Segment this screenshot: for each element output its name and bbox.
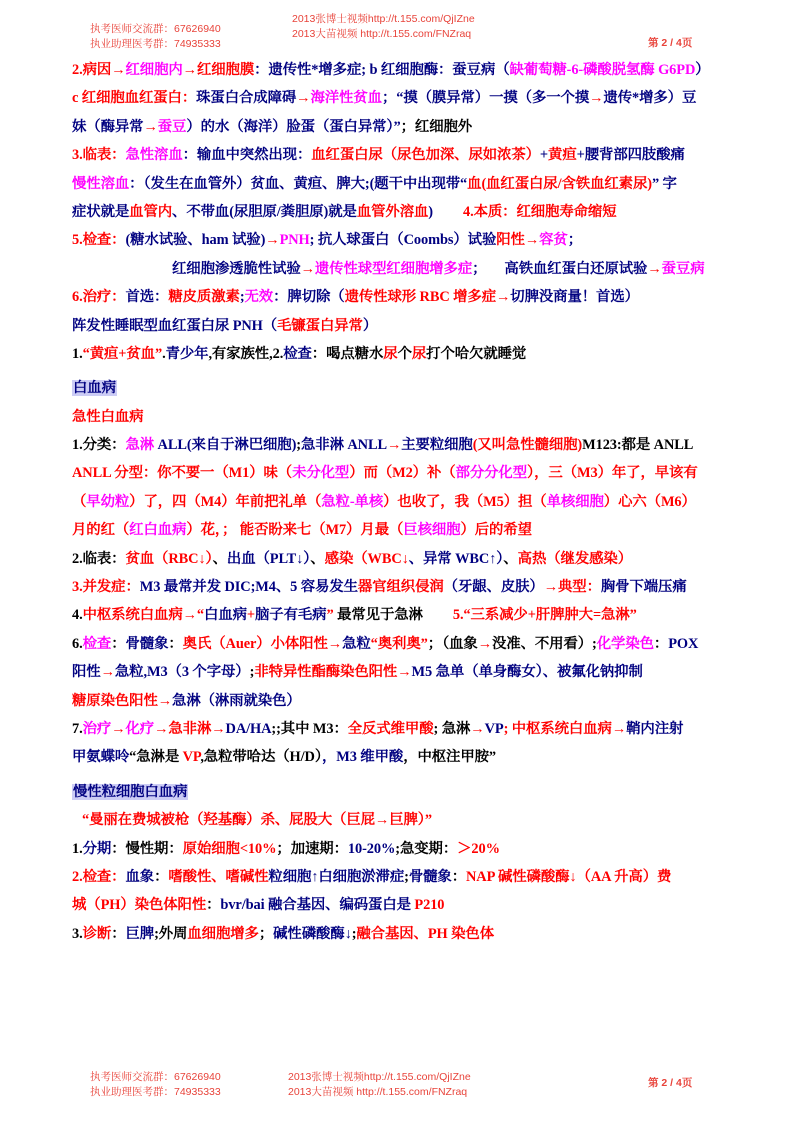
- l26-eosinophil-basophil: 嗜酸性、嗜碱性: [168, 868, 269, 885]
- l16-sep-1: 、: [212, 550, 227, 567]
- l5-char: 字: [659, 175, 677, 192]
- l11-sugar-water: ：喝点糖水: [311, 345, 384, 362]
- l5-stem-note: (题干中出现带: [369, 175, 461, 192]
- l7-hemolytic-anemia: 容贫: [539, 232, 568, 249]
- l25-chronic-phase: ：慢性期：: [111, 840, 183, 857]
- l16-clinical-label: 2.临表：: [72, 550, 126, 567]
- l2-mnemonic-part2: 遗传*增多）豆: [603, 90, 697, 107]
- l18-three-lineage: 5.“三系减少+肝脾肿大=急淋”: [452, 607, 637, 624]
- l18-cns-leukemia: 中枢系统白血病: [82, 607, 183, 624]
- heading-cml-text: 慢性粒细胞白血病: [73, 783, 188, 800]
- header-page-number: 第 2 / 4页: [648, 37, 693, 49]
- l16-bleeding: 出血（PLT↓）: [226, 550, 311, 567]
- body-line-6: [72, 198, 726, 226]
- l12-arrow: →: [386, 437, 402, 454]
- page-footer: [0, 1062, 793, 1108]
- l1-cause-label: 2.病因: [72, 62, 112, 78]
- l26-leukostasis: 粒细胞↑白细胞淤滞症: [268, 868, 405, 885]
- l2-hemoglobin-label: c 红细胞血红蛋白：: [72, 90, 197, 107]
- footer-page-number: 第 2 / 4页: [648, 1077, 693, 1089]
- l9-glucocorticoid: 糖皮质激素: [168, 289, 240, 306]
- l18-brain-problem: 脑子有毛病: [255, 607, 327, 624]
- l4-clinical-label: 3.临表：: [72, 147, 126, 164]
- l7-arrow-2: →: [524, 232, 540, 249]
- l19-not-accurate: 没准、不用看）;: [492, 635, 597, 652]
- l5-extravascular: ：（发生在血管外）贫血、黄疸、脾大;: [129, 175, 370, 192]
- l16-high-fever: 高热（继发感染）: [517, 550, 632, 567]
- l7-arrow-1: →: [265, 232, 280, 249]
- l20-aml-m3: 急粒,M3（3 个字母）: [114, 664, 250, 681]
- l20-arrow-2: →: [397, 664, 412, 681]
- body-line-13: [72, 459, 726, 487]
- footer-video-link-1: 2013张博士视频http://t.155.com/QjIZne: [288, 1071, 471, 1083]
- body-line-1: [72, 56, 726, 84]
- l5-chronic-hemolysis: 慢性溶血: [72, 175, 130, 192]
- l8-favism: 蚕豆病: [661, 260, 705, 277]
- l11-youth: 青少年: [165, 345, 209, 362]
- l14-monocyte: 单核细胞: [546, 493, 604, 510]
- l16-infection: 感染（WBC↓: [324, 550, 409, 567]
- l19-arrow-2: →: [477, 635, 492, 652]
- l9-arrow: →: [495, 289, 511, 306]
- l18-plus: +: [246, 607, 256, 624]
- l17-gums-skin: （牙龈、皮肤）: [443, 579, 544, 596]
- l9-no-negotiation: 切脾没商量！首选: [510, 289, 625, 306]
- l22-anll: 急非淋: [168, 720, 212, 737]
- l28-diagnosis-label: 诊断: [82, 925, 112, 942]
- l12-classification-label: 1.分类：: [72, 437, 126, 454]
- l12-m123: M123:都是 ANLL: [582, 437, 694, 454]
- l11-ge: 个: [397, 345, 412, 362]
- l22-number: 7.: [72, 720, 83, 737]
- l17-m3-dic: M3 最常并发 DIC;M4、5 容易发生: [139, 579, 358, 596]
- l8-methemoglobin-test: 高铁血红蛋白还原试验: [504, 260, 648, 277]
- l15-text-a: 月的红（: [72, 522, 130, 539]
- l17-organ-infiltration: 器官组织侵润: [357, 579, 444, 596]
- l22-arrow-5: →: [611, 720, 627, 737]
- body-line-15: [72, 516, 726, 544]
- l19-aml: 急粒: [342, 635, 371, 652]
- l9-treatment-label: 6.治疗：: [72, 289, 126, 306]
- l21-arrow: →: [157, 692, 173, 709]
- l4-acute-hemolysis: 急性溶血: [125, 147, 183, 164]
- l6-urobilinogen: 、不带血(尿胆原/粪胆原)就是: [172, 203, 357, 220]
- l19-number: 6.: [72, 635, 83, 652]
- l3-rbc-outer: ；红细胞外: [400, 118, 473, 135]
- l17-typical-label: 典型：: [558, 579, 601, 596]
- l23-methotrexate: 甲氨蝶呤: [72, 749, 130, 766]
- l19-arrow-1: →: [327, 635, 343, 652]
- l5-quote-open: “: [460, 175, 468, 192]
- l21-all-rain: 急淋（淋雨就染色）: [172, 692, 301, 709]
- l22-arrow-2: →: [154, 720, 169, 737]
- header-contact-block: [90, 22, 221, 52]
- l19-colon-3: ：: [653, 635, 669, 652]
- l1-g6pd: 缺葡萄糖-6-磷酸脱氢酶 G6PD: [509, 62, 696, 78]
- l11-dot: .: [162, 345, 166, 362]
- l2-arrow-2: →: [589, 90, 604, 107]
- l11-yawn-sleep: 打个哈欠就睡觉: [426, 345, 527, 362]
- l10-pnh-title: 阵发性睡眠型血红蛋白尿 PNH: [72, 317, 263, 334]
- l9-hereditary-spherocytic: 遗传性球形 RBC 增多症: [344, 289, 496, 306]
- l4-plus-1: +: [539, 147, 549, 164]
- l2-thalassemia: 海洋性贫血: [310, 90, 382, 107]
- l11-urine-1: 尿: [383, 345, 398, 362]
- l15-erythroleukemia: 红白血病: [129, 522, 187, 539]
- l3-mnemonic-part4: ）的水（海洋）脸蛋（蛋白异常）”: [186, 118, 401, 135]
- body-line-22: [72, 715, 726, 743]
- l1-rbc-membrane: 红细胞膜: [196, 62, 255, 78]
- heading-acute-leukemia-text: 急性白血病: [72, 408, 144, 425]
- l22-m3-label: ;;其中 M3：: [271, 720, 348, 737]
- body-line-14: [72, 488, 726, 516]
- l22-treatment-label: 治疗: [82, 720, 112, 737]
- l8-osmotic-fragility: 红细胞渗透脆性试验: [172, 260, 301, 277]
- l3-arrow: →: [143, 118, 158, 135]
- l27-colon: ：: [206, 897, 221, 914]
- l6-symptom-label: 症状就是: [72, 203, 130, 220]
- header-qq-group-2: 执业助理医考群：74935333: [90, 38, 221, 51]
- l1-rbc-inner: 红细胞内: [125, 62, 183, 78]
- l4-hemoglobinuria: 血红蛋白尿（尿色加深、尿如浓茶）: [311, 147, 540, 164]
- l17-sternum-pain: 胸骨下端压痛: [600, 579, 687, 596]
- l11-family-history: ,有家族性,2.: [208, 345, 284, 362]
- l12-anll-label: 急非淋 ANLL: [300, 437, 387, 454]
- l25-staging-label: 分期: [82, 840, 112, 857]
- body-line-19: [72, 630, 726, 658]
- l27-ph-chromosome: 城（PH）染色体阳性: [72, 897, 207, 914]
- footer-contact-block: [90, 1070, 221, 1100]
- l16-abnormal-wbc: 、异常 WBC↑）: [408, 550, 504, 567]
- l15-megakaryocyte: 巨核细胞: [403, 522, 461, 539]
- l26-colon-2: ：: [451, 868, 466, 885]
- l16-sep-2: 、: [310, 550, 325, 567]
- l19-auer-body: 奥氏（Auer）小体阳性: [182, 635, 328, 652]
- l20-semicolon: ;: [249, 664, 255, 681]
- l23-vp: VP: [182, 749, 201, 766]
- l26-blood-smear: 血象: [125, 868, 155, 885]
- l26-bone-marrow: 骨髓象: [408, 868, 452, 885]
- l14-m4-text: ）了，四（M4）年前把礼单（: [129, 493, 322, 510]
- heading-acute-leukemia: [72, 403, 726, 431]
- l7-pnh: PNH: [279, 232, 310, 249]
- l26-semicolon: ;: [404, 868, 409, 885]
- body-line-20: [72, 658, 726, 686]
- l22-arrow-3: →: [211, 720, 226, 737]
- l1-paren-close: ）: [695, 62, 710, 78]
- body-line-12: [72, 431, 726, 459]
- l12-semicolon: ;: [296, 437, 301, 454]
- footer-video-links: [288, 1070, 471, 1100]
- l26-exam-label: 2.检查：: [72, 868, 126, 885]
- l7-coombs: ; 抗人球蛋白（Coombs）试验: [309, 232, 497, 249]
- l9-semicolon: ;: [239, 289, 245, 306]
- body-line-23: [72, 743, 726, 771]
- l19-pox: POX: [668, 635, 699, 652]
- body-line-21: [72, 687, 726, 715]
- l19-exam-label: 检查: [82, 635, 112, 652]
- l9-first-choice: 首选：: [125, 289, 169, 306]
- l10-paren-close: ）: [362, 317, 378, 334]
- l9-paren-close: ）: [624, 289, 639, 306]
- l9-ineffective: 无效: [244, 289, 274, 306]
- l15-text-b: ）花，； 能否盼来七（M7）月最（: [186, 522, 404, 539]
- header-qq-group-1: 执考医师交流群：67626940: [90, 23, 221, 35]
- l23-mnemonic-a: “急淋是: [129, 749, 183, 766]
- l22-arrow-4: →: [470, 720, 485, 737]
- l1-rbc-enzyme: ; b 红细胞酶：蚕豆病: [361, 62, 496, 78]
- l22-all-label: ; 急淋: [433, 720, 471, 737]
- l28-number: 3.: [72, 925, 83, 942]
- l22-intrathecal: 鞘内注射: [626, 720, 684, 737]
- l7-sugar-ham-test: (糖水试验、ham 试验): [125, 232, 266, 249]
- body-line-27: [72, 891, 726, 919]
- header-video-links: [292, 12, 475, 42]
- body-line-4: [72, 141, 726, 169]
- l25-blast-crisis-label: ;急变期：: [395, 840, 458, 857]
- l26-nap-alp: NAP 碱性磷酸酶↓（AA 升高）费: [466, 868, 672, 885]
- l12-granulocyte: 主要粒细胞: [401, 437, 473, 454]
- l11-number: 1.: [72, 345, 83, 362]
- l28-semicolon-1: ；: [258, 925, 274, 942]
- l28-semicolon-2: ;: [351, 925, 357, 942]
- l20-nonspecific-esterase: 非特异性酯酶染色阳性: [254, 664, 398, 681]
- l23-mnemonic-b: ,急粒带哈达（H/D）: [200, 749, 322, 766]
- body-line-9: [72, 283, 726, 311]
- l28-colon: ：: [111, 925, 126, 942]
- body-line-24: [72, 806, 726, 834]
- l6-extravascular-hemolysis: 血管外溶血: [356, 203, 429, 220]
- l14-m6-text: ）心六（M6）: [603, 493, 696, 510]
- l6-rbc-lifespan: 红细胞寿命缩短: [516, 203, 617, 220]
- l10-paren-open: （: [262, 317, 278, 334]
- l20-m5-monocytic: M5 急单（单身酶女）、被氟化钠抑制: [411, 664, 643, 681]
- l14-myelomonocytic: 急粒-单核: [321, 493, 384, 510]
- l18-leukemia: 白血病: [204, 607, 247, 624]
- l11-exam-label: 检查: [283, 345, 312, 362]
- l22-vp: VP: [484, 720, 504, 737]
- l27-p210: P210: [414, 897, 445, 914]
- l16-sep-3: 、: [503, 550, 518, 567]
- l6-essence-label: 4.本质：: [463, 203, 517, 220]
- l16-anemia: 贫血（RBC↓）: [125, 550, 213, 567]
- l4-back-limb-pain: 腰背部四肢酸痛: [584, 147, 685, 164]
- body-line-2: [72, 84, 726, 112]
- l28-blood-cell-increase: 血细胞增多: [187, 925, 259, 942]
- l1-paren-open: （: [495, 62, 510, 78]
- l12-all-desc: ALL(来自于淋巴细胞): [154, 437, 297, 454]
- l7-semicolon: ；: [567, 232, 583, 249]
- l13-anll-subtype-a: ANLL 分型：你不要一（M1）味（: [72, 465, 293, 482]
- l22-cns-leukemia: ; 中枢系统白血病: [503, 720, 612, 737]
- body-line-8: [72, 255, 726, 283]
- l5-quote-close: ”: [651, 175, 660, 192]
- l28-splenomegaly: 巨脾: [125, 925, 155, 942]
- l24-cml-mnemonic: “曼丽在费城被枪（羟基酶）杀、屁股大（巨屁→巨脾）”: [82, 812, 432, 829]
- l19-bone-marrow: 骨髓象: [125, 635, 169, 652]
- l4-plus-2: +: [576, 147, 585, 164]
- l7-positive: 阳性: [496, 232, 525, 249]
- l19-colon-2: ：: [168, 635, 183, 652]
- l10-protein-abnormal: 毛镰蛋白异常: [277, 317, 363, 334]
- l25-blast-under-10: 原始细胞<10%: [182, 840, 277, 857]
- l12-myeloid: (又叫急性髓细胞): [472, 437, 583, 454]
- l17-arrow: →: [543, 579, 558, 596]
- l1-arrow-2: →: [182, 62, 197, 78]
- l19-oreo: “奥利奥”: [370, 635, 428, 652]
- body-line-5: [72, 170, 726, 198]
- l8-arrow-1: →: [300, 260, 315, 277]
- body-line-11: [72, 340, 726, 368]
- l18-number: 4.: [72, 607, 83, 624]
- l8-semicolon: ；: [472, 260, 487, 277]
- l22-arrow-1: →: [111, 720, 126, 737]
- footer-qq-group-2: 执业助理医考群：74935333: [90, 1086, 221, 1099]
- l6-paren-close: ): [428, 203, 433, 220]
- l26-colon-1: ：: [154, 868, 169, 885]
- body-line-16: [72, 545, 726, 573]
- l1-arrow-1: →: [111, 62, 126, 78]
- l12-all-label: 急淋: [125, 437, 155, 454]
- body-line-25: [72, 835, 726, 863]
- l11-urine-2: 尿: [411, 345, 427, 362]
- l17-complication-label: 3.并发症：: [72, 579, 140, 596]
- l2-globin-defect: 珠蛋白合成障碍: [196, 90, 297, 107]
- l3-fava-bean: 蚕豆: [157, 118, 187, 135]
- body-line-18: [72, 601, 726, 629]
- footer-video-link-2: 2013大苗视频 http://t.155.com/FNZraq: [288, 1086, 468, 1099]
- body-line-28: [72, 920, 726, 948]
- l22-chemotherapy: 化疗: [125, 720, 155, 737]
- l19-blood-smear: ；（血象: [427, 635, 478, 652]
- body-line-10: [72, 312, 726, 340]
- l5-blood-terms: 血(血红蛋白尿/含铁血红素尿): [467, 175, 652, 192]
- l14-m5-text: ）也收了，我（M5）担（: [383, 493, 547, 510]
- l3-mnemonic-part3: 妹（酶异常: [72, 118, 144, 135]
- l2-mnemonic-part1: “摸（膜异常）一摸（多一个摸: [396, 90, 590, 107]
- header-video-link-1: 2013张博士视频http://t.155.com/QjIZne: [292, 13, 475, 25]
- l28-peripheral: ;外周: [154, 925, 188, 942]
- body-line-7: [72, 226, 726, 254]
- l25-blast-over-20: ＞20%: [457, 840, 500, 857]
- header-video-link-2: 2013大苗视频 http://t.155.com/FNZraq: [292, 28, 472, 41]
- l25-accelerated-phase: ；加速期：: [276, 840, 348, 857]
- l20-positive: 阳性: [72, 664, 101, 681]
- l23-mnemonic-c: ，M3 维甲酸: [321, 749, 404, 766]
- l8-arrow-2: →: [647, 260, 662, 277]
- l19-chemical-stain: 化学染色: [596, 635, 654, 652]
- l22-da-ha: DA/HA: [225, 720, 272, 737]
- l13-m2-partial: 部分分化型: [455, 465, 528, 482]
- l23-mnemonic-d: ，中枢注甲胺”: [403, 749, 497, 766]
- l11-jaundice-anemia: “黄疸+贫血”: [82, 345, 163, 362]
- l28-alp-down: 碱性磷酸酶↓: [273, 925, 352, 942]
- heading-leukemia: [72, 374, 726, 402]
- l4-jaundice: 黄疸: [548, 147, 577, 164]
- l18-most-common: 最常见于急淋: [333, 607, 423, 624]
- l15-text-c: ）后的希望: [460, 522, 532, 539]
- l28-fusion-ph: 融合基因、PH 染色体: [356, 925, 494, 942]
- body-line-26: [72, 863, 726, 891]
- l13-anll-subtype-b: ）而（M2）补（: [349, 465, 456, 482]
- l9-splenectomy: ：脾切除（: [273, 289, 345, 306]
- l6-intravascular: 血管内: [129, 203, 173, 220]
- body-line-3: [72, 113, 726, 141]
- body-line-17: [72, 573, 726, 601]
- l18-arrow-quote: →“: [182, 607, 205, 624]
- document-body: [72, 56, 726, 948]
- l14-promyelocyte: 早幼粒: [86, 493, 130, 510]
- l22-atra: 全反式维甲酸: [347, 720, 434, 737]
- l18-quote-close: ”: [326, 607, 334, 624]
- heading-cml: [72, 778, 726, 806]
- page-header: [0, 12, 793, 58]
- l25-number: 1.: [72, 840, 83, 857]
- l21-glycogen-stain: 糖原染色阳性: [72, 692, 158, 709]
- l13-m1-undifferentiated: 未分化型: [292, 465, 350, 482]
- l4-transfusion: ：输血中突然出现：: [182, 147, 312, 164]
- l2-semicolon: ；: [381, 90, 397, 107]
- l13-anll-subtype-c: ），三（M3）年了，早该有: [527, 465, 698, 482]
- l20-arrow-1: →: [100, 664, 115, 681]
- l19-colon-1: ：: [111, 635, 126, 652]
- l25-blast-10-20: 10-20%: [347, 840, 396, 857]
- footer-qq-group-1: 执考医师交流群：67626940: [90, 1071, 221, 1083]
- heading-leukemia-text: 白血病: [73, 380, 116, 397]
- l7-exam-label: 5.检查：: [72, 232, 126, 249]
- l27-fusion-gene: bvr/bai 融合基因、编码蛋白是: [220, 897, 415, 914]
- l8-hereditary-spherocytosis: 遗传性球型红细胞增多症: [314, 260, 473, 277]
- l2-arrow-1: →: [296, 90, 311, 107]
- l1-hereditary: ：遗传性*增多症: [254, 62, 362, 78]
- l14-paren-open: （: [72, 493, 87, 510]
